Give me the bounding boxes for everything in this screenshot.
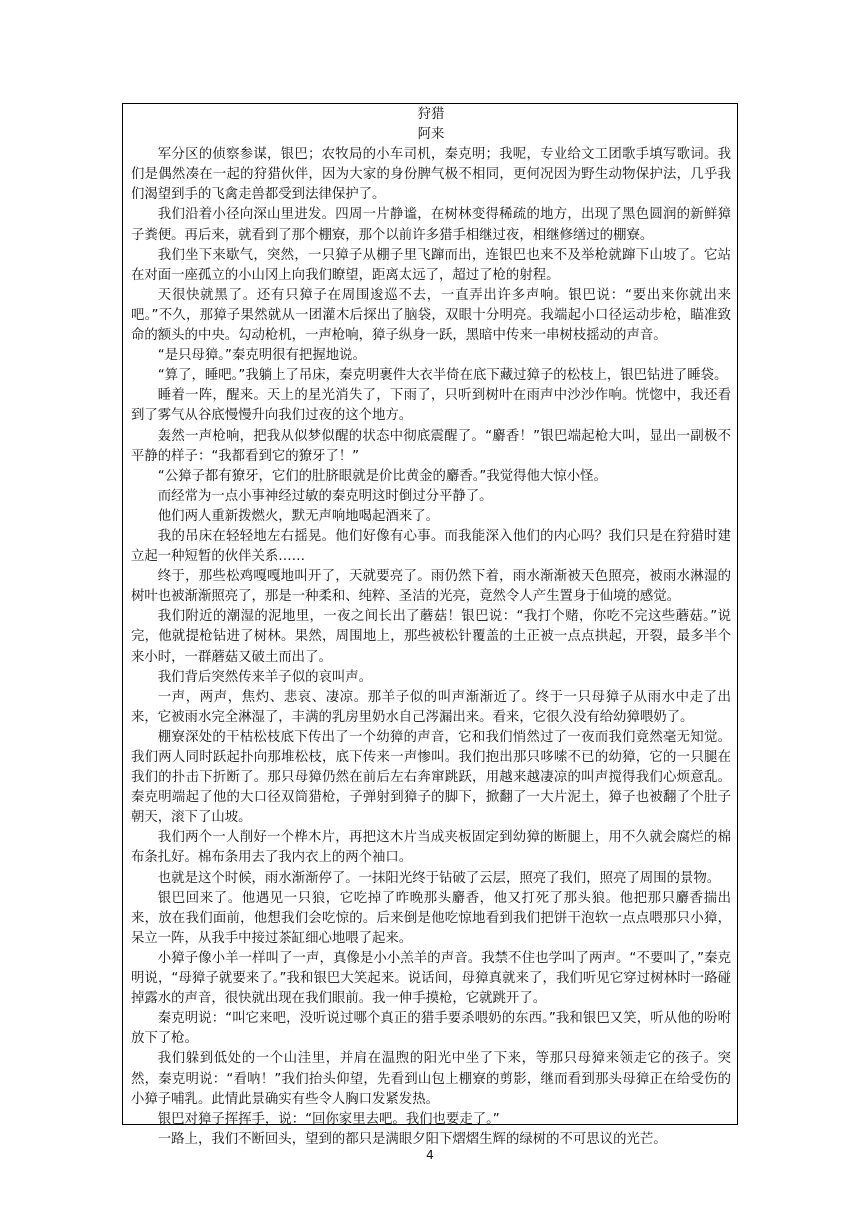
paragraph: 小獐子像小羊一样叫了一声，真像是小小羔羊的声音。我禁不住也学叫了两声。“不要叫了，”秦克明说，“母獐子就要来了。”我和银巴大笑起来。说话间，母獐真就来了，我们听见它穿过树林时一路碰掉露水的声音，很快就出现在我们眼前。我一伸手摸枪，它就跳开了。 [131, 950, 731, 1007]
paragraph: 他们两人重新拨燃火，默无声响地喝起酒来了。 [157, 508, 439, 524]
paragraph: 我们躲到低处的一个山洼里，并肩在温煦的阳光中坐了下来，等那只母獐来领走它的孩子。突然，秦克明说：“看呐！”我们抬头仰望，先看到山包上棚寮的剪影，继而看到那头母獐正在给受伤的小獐子哺乳。此情此景确实有些令人胸口发紧发热。 [131, 1051, 731, 1107]
paragraph: 我的吊床在轻轻地左右摇晃。他们好像有心事。而我能深入他们的内心吗？我们只是在狩猎时建立起一种短暂的伙伴关系…… [131, 528, 731, 565]
article-body [131, 145, 731, 1150]
paragraph: 也就是这个时候，雨水渐渐停了。一抹阳光终于钻破了云层，照亮了我们，照亮了周围的景物。 [157, 870, 721, 886]
paragraph: 我们坐下来歇气，突然，一只獐子从棚子里飞蹿而出，连银巴也来不及举枪就蹿下山坡了。它站在对面一座孤立的小山冈上向我们瞭望，距离太远了，超过了枪的射程。 [131, 247, 731, 283]
paragraph: 银巴对獐子挥挥手，说：“回你家里去吧。我们也要走了。” [157, 1111, 500, 1127]
paragraph: 终于，那些松鸡嘎嘎地叫开了，天就要亮了。雨仍然下着，雨水渐渐被天色照亮，被雨水淋湿的树叶也被渐渐照亮了，那是一种柔和、纯粹、圣洁的光亮，竟然令人产生置身于仙境的感觉。 [131, 569, 731, 605]
page-number: 4 [426, 1148, 434, 1162]
paragraph: 一路上，我们不断回头，望到的都只是满眼夕阳下熠熠生辉的绿树的不可思议的光芒。 [157, 1131, 667, 1147]
article-frame [122, 103, 738, 1147]
paragraph: “算了，睡吧。”我躺上了吊床，秦克明裹件大衣半倚在底下藏过獐子的松枝上，银巴钻进了睡袋。 [157, 368, 728, 384]
paragraph: 而经常为一点小事神经过敏的秦克明这时倒过分平静了。 [157, 488, 493, 504]
paragraph: “是只母獐。”秦克明很有把握地说。 [157, 348, 366, 364]
paragraph: 天很快就黑了。还有只獐子在周围逡巡不去，一直弄出许多声响。银巴说：“要出来你就出来吧。”不久，那獐子果然就从一团灌木后探出了脑袋，双眼十分明亮。我端起小口径运动步枪，瞄准致命的额头的中央。勾动枪机，一声枪响，獐子纵身一跃，黑暗中传来一串树枝摇动的声音。 [131, 287, 731, 344]
paragraph: 军分区的侦察参谋，银巴；农牧局的小车司机，秦克明；我呢，专业给文工团歌手填写歌词。我们是偶然凑在一起的狩猎伙伴，因为大家的身份脾气极不相同，更何况因为野生动物保护法，几乎我们渴望到手的飞禽走兽都受到法律保护了。 [131, 147, 731, 203]
paragraph: 睡着一阵，醒来。天上的星光消失了，下雨了，只听到树叶在雨声中沙沙作响。恍惚中，我还看到了雾气从谷底慢慢升向我们过夜的这个地方。 [131, 388, 731, 424]
paragraph: 银巴回来了。他遇见一只狼，它吃掉了昨晚那头麝香，他又打死了那头狼。他把那只麝香揣出来，放在我们面前，他想我们会吃惊的。后来倒是他吃惊地看到我们把饼干泡软一点点喂那只小獐，呆立一阵，从我手中接过茶缸细心地喂了起来。 [131, 890, 731, 946]
paragraph: 秦克明说：“叫它来吧，没听说过哪个真正的猎手要杀喂奶的东西。”我和银巴又笑，听从他的吩咐放下了枪。 [131, 1011, 731, 1047]
paragraph: “公獐子都有獠牙，它们的肚脐眼就是价比黄金的麝香。”我觉得他大惊小怪。 [157, 468, 607, 484]
paragraph: 我们附近的潮湿的泥地里，一夜之间长出了蘑菇！银巴说：“我打个赌，你吃不完这些蘑菇。”说完，他就提枪钻进了树林。果然，周围地上，那些被松针覆盖的土正被一点点拱起，开裂，最多半个来小时，一群蘑菇又破土而出了。 [131, 609, 731, 665]
paragraph: 轰然一声枪响，把我从似梦似醒的状态中彻底震醒了。“麝香！”银巴端起枪大叫，显出一副极不平静的样子：“我都看到它的獠牙了！” [131, 428, 731, 464]
paragraph: 我们沿着小径向深山里进发。四周一片静谧，在树林变得稀疏的地方，出现了黑色圆润的新鲜獐子粪便。再后来，就看到了那个棚寮，那个以前许多猎手相继过夜，相继修缮过的棚寮。 [131, 207, 731, 243]
paragraph: 一声，两声，焦灼、悲哀、凄凉。那羊子似的叫声渐渐近了。终于一只母獐子从雨水中走了出来，它被雨水完全淋湿了，丰满的乳房里奶水自己涔漏出来。看来，它很久没有给幼獐喂奶了。 [131, 689, 731, 725]
article-title: 狩猎 [417, 107, 445, 122]
article-author: 阿来 [417, 127, 445, 143]
paragraph: 棚寮深处的干枯松枝底下传出了一个幼獐的声音，它和我们悄然过了一夜而我们竟然毫无知觉。我们两人同时跃起扑向那堆松枝，底下传来一声惨叫。我们抱出那只哆嗦不已的幼獐，它的一只腿在我们的扑击下折断了。那只母獐仍然在前后左右奔窜跳跃，用越来越凄凉的叫声搅得我们心烦意乱。秦克明端起了他的大口径双筒猎枪，子弹射到獐子的脚下，掀翻了一大片泥土，獐子也被翻了个肚子朝天，滚下了山坡。 [131, 729, 731, 826]
paragraph: 我们背后突然传来羊子似的哀叫声。 [157, 669, 373, 685]
paragraph: 我们两个一人削好一个桦木片，再把这木片当成夹板固定到幼獐的断腿上，用不久就会腐烂的棉布条扎好。棉布条用去了我内衣上的两个袖口。 [131, 830, 731, 866]
